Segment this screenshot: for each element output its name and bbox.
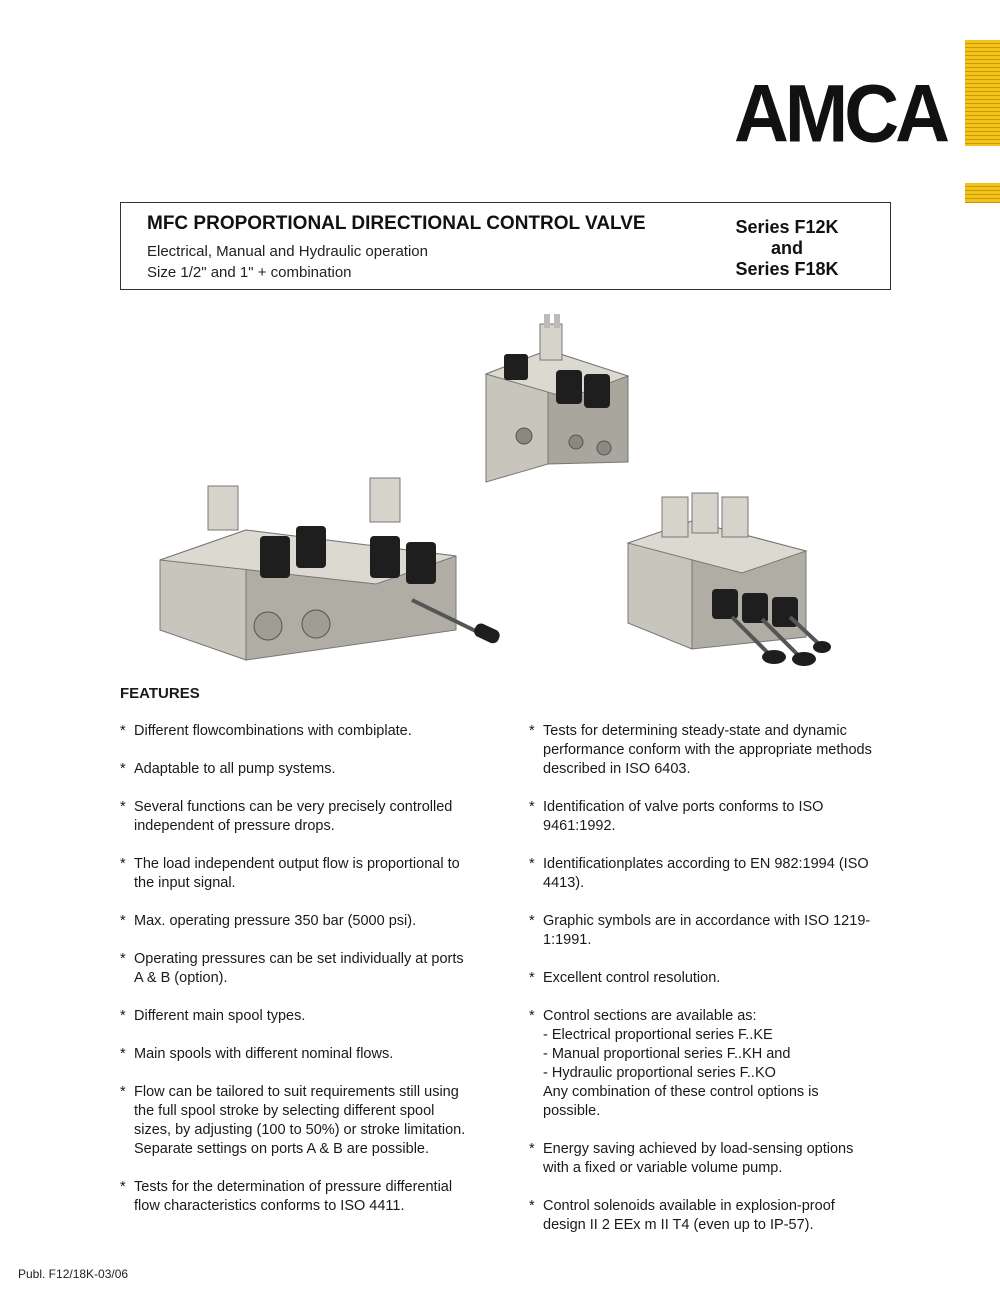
feature-item [120,1007,484,1026]
feature-line: 4413). [543,875,585,891]
feature-line: Graphic symbols are in accordance with ISO 1219- [543,913,871,929]
feature-line: Several functions can be very precisely controlled [134,799,453,815]
feature-line: Energy saving achieved by load-sensing options [543,1141,854,1157]
feature-item [529,1197,893,1235]
bullet-asterisk: * [120,856,126,872]
series-and: and [770,238,803,258]
feature-item [120,1083,484,1159]
feature-item [529,912,893,950]
bullet-asterisk: * [529,1008,535,1024]
features-left-column [120,722,484,1235]
valve-photo-right [622,477,832,672]
amca-logo: AMCA [734,68,946,161]
bullet-asterisk: * [120,723,126,739]
feature-item [120,855,484,893]
feature-line: flow characteristics conforms to ISO 4411. [134,1198,405,1214]
feature-line: - Hydraulic proportional series F..KO [543,1065,776,1081]
feature-item [529,1140,893,1178]
bullet-asterisk: * [529,1141,535,1157]
feature-item [120,798,484,836]
features-right-column [529,722,893,1254]
feature-item [120,1178,484,1216]
bullet-asterisk: * [120,913,126,929]
title-box [120,202,891,290]
feature-item [120,912,484,931]
feature-line: possible. [543,1103,601,1119]
yellow-stripe-bottom [965,183,1000,203]
bullet-asterisk: * [529,970,535,986]
bullet-asterisk: * [529,799,535,815]
feature-line: Operating pressures can be set individually at ports [134,951,464,967]
feature-item [120,950,484,988]
feature-line: 1:1991. [543,932,592,948]
feature-line: Identificationplates according to EN 982:1994 (ISO [543,856,869,872]
feature-line: the full spool stroke by selecting different spool [134,1103,435,1119]
feature-line: Adaptable to all pump systems. [134,761,336,777]
feature-line: with a fixed or variable volume pump. [543,1160,783,1176]
feature-item [529,1007,893,1121]
feature-item [529,722,893,779]
bullet-asterisk: * [529,723,535,739]
feature-line: Different main spool types. [134,1008,306,1024]
series-label [722,217,852,280]
feature-line: Max. operating pressure 350 bar (5000 psi). [134,913,417,929]
feature-line: sizes, by adjusting (100 to 50%) or stroke limitation. [134,1122,466,1138]
feature-line: Tests for determining steady-state and dynamic [543,723,847,739]
feature-line: Control sections are available as: [543,1008,757,1024]
feature-line: A & B (option). [134,970,228,986]
bullet-asterisk: * [120,1046,126,1062]
feature-line: the input signal. [134,875,236,891]
bullet-asterisk: * [120,1008,126,1024]
bullet-asterisk: * [529,856,535,872]
feature-line: 9461:1992. [543,818,616,834]
page-title: MFC PROPORTIONAL DIRECTIONAL CONTROL VALVE [147,213,646,234]
feature-line: Tests for the determination of pressure differential [134,1179,453,1195]
yellow-stripe-top [965,40,1000,146]
feature-line: Identification of valve ports conforms to ISO [543,799,824,815]
series-f18k: Series F18K [735,259,839,279]
feature-line: The load independent output flow is proportional to [134,856,460,872]
feature-line: independent of pressure drops. [134,818,335,834]
series-f12k: Series F12K [735,217,839,237]
feature-item [120,760,484,779]
bullet-asterisk: * [529,913,535,929]
feature-line: Flow can be tailored to suit requirements still using [134,1084,459,1100]
feature-line: - Manual proportional series F..KH and [543,1046,791,1062]
feature-line: Excellent control resolution. [543,970,721,986]
feature-item [120,1045,484,1064]
feature-item [529,969,893,988]
subtitle-operation: Electrical, Manual and Hydraulic operation [147,243,428,260]
feature-line: Any combination of these control options is [543,1084,819,1100]
bullet-asterisk: * [529,1198,535,1214]
feature-line: Control solenoids available in explosion-proof [543,1198,835,1214]
valve-photo-left [156,460,506,665]
feature-line: design II 2 EEx m II T4 (even up to IP-57). [543,1217,814,1233]
feature-item [529,855,893,893]
bullet-asterisk: * [120,1179,126,1195]
feature-line: described in ISO 6403. [543,761,691,777]
bullet-asterisk: * [120,951,126,967]
bullet-asterisk: * [120,799,126,815]
subtitle-size: Size 1/2" and 1" + combination [147,264,352,281]
publication-number: Publ. F12/18K-03/06 [18,1267,129,1281]
feature-line: Main spools with different nominal flows. [134,1046,394,1062]
feature-line: performance conform with the appropriate methods [543,742,872,758]
features-heading: FEATURES [120,685,200,702]
feature-line: Different flowcombinations with combiplate. [134,723,412,739]
feature-item [120,722,484,741]
feature-line: Separate settings on ports A & B are possible. [134,1141,430,1157]
feature-item [529,798,893,836]
bullet-asterisk: * [120,761,126,777]
bullet-asterisk: * [120,1084,126,1100]
feature-line: - Electrical proportional series F..KE [543,1027,773,1043]
